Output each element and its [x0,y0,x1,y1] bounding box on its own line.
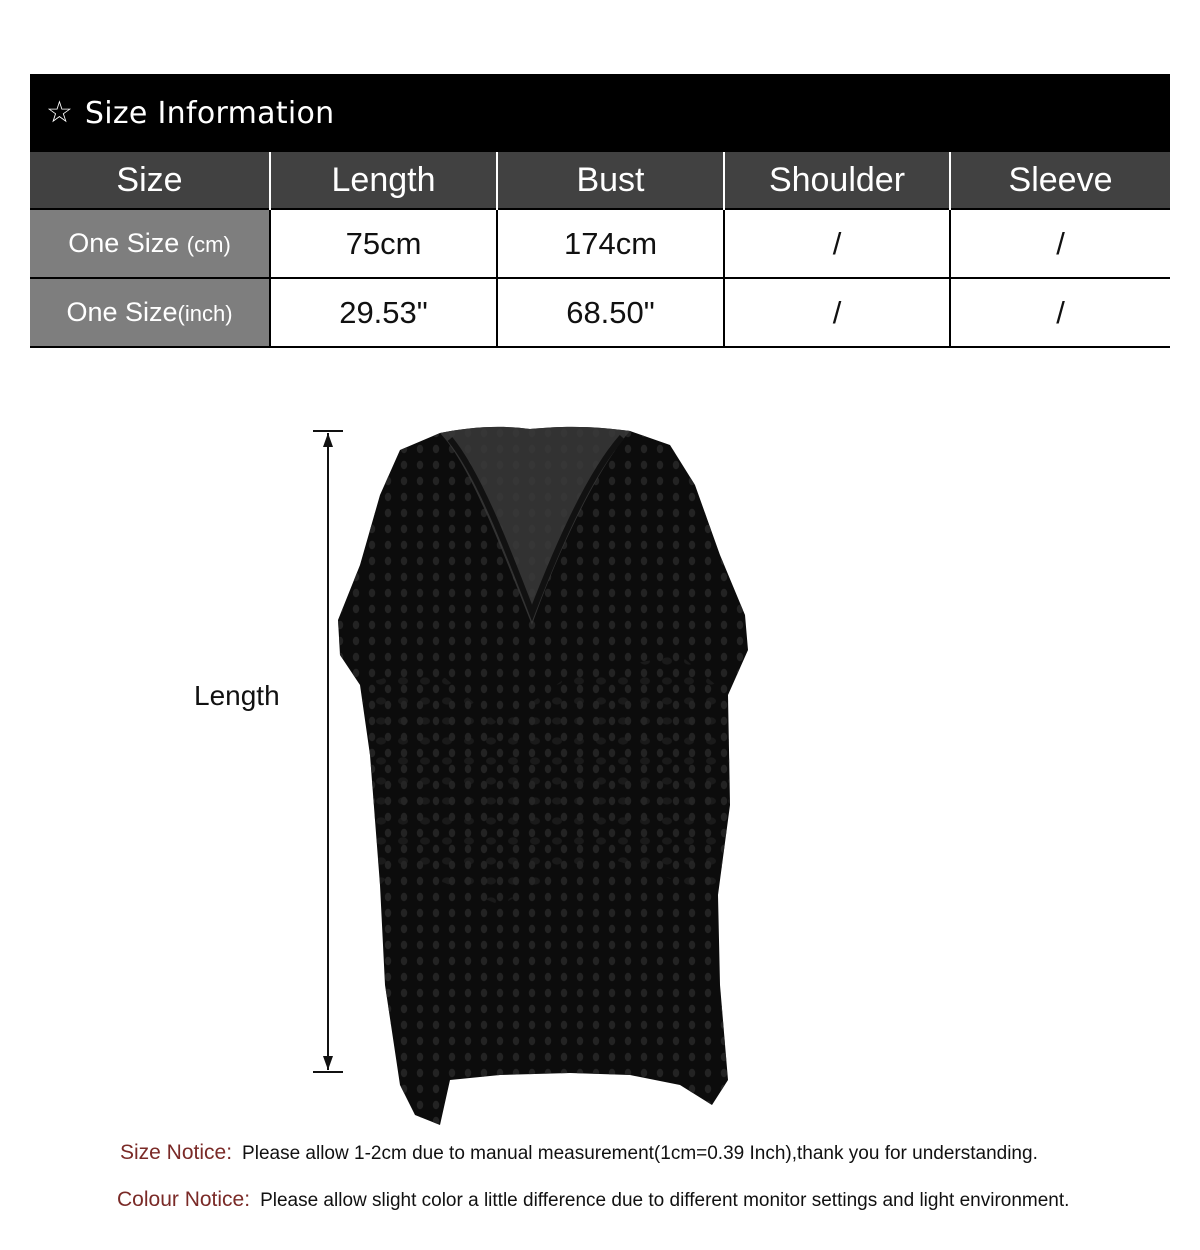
column-header-length: Length [270,152,497,209]
column-header-sleeve: Sleeve [950,152,1170,209]
table-header-row [30,152,1170,209]
column-header-bust: Bust [497,152,724,209]
garment-svg [300,425,770,1135]
cell-bust-inch: 68.50" [497,278,724,347]
garment-diagram [300,425,770,1135]
size-table [30,152,1170,348]
row-label-size: One Size [68,228,180,258]
star-icon: ☆ [46,95,73,130]
row-label-size: One Size [66,297,178,327]
cell-bust-cm: 174cm [497,209,724,278]
row-label-unit: (cm) [186,232,231,257]
size-notice [120,1141,1038,1165]
table-row-inch [30,278,1170,347]
cell-sleeve-inch: / [950,278,1170,347]
column-header-shoulder: Shoulder [724,152,950,209]
row-label-unit: (inch) [177,301,233,326]
garment-shape [338,427,748,1125]
cell-length-cm: 75cm [270,209,497,278]
size-notice-label: Size Notice: [120,1141,233,1164]
cell-shoulder-inch: / [724,278,950,347]
column-header-size: Size [30,152,270,209]
size-info-header [30,74,1170,152]
size-notice-text: Please allow 1-2cm due to manual measurement(1cm=0.39 Inch),thank you for understanding. [242,1143,1038,1164]
length-label: Length [194,680,280,711]
colour-notice [117,1188,1069,1212]
colour-notice-text: Please allow slight color a little difference due to different monitor settings and light environment. [260,1190,1070,1211]
row-label-inch [30,278,270,347]
colour-notice-label: Colour Notice: [117,1188,251,1211]
length-arrow [313,431,343,1072]
table-row-cm [30,209,1170,278]
cell-sleeve-cm: / [950,209,1170,278]
row-label-cm [30,209,270,278]
cell-shoulder-cm: / [724,209,950,278]
cell-length-inch: 29.53" [270,278,497,347]
size-info-title: Size Information [84,95,335,131]
